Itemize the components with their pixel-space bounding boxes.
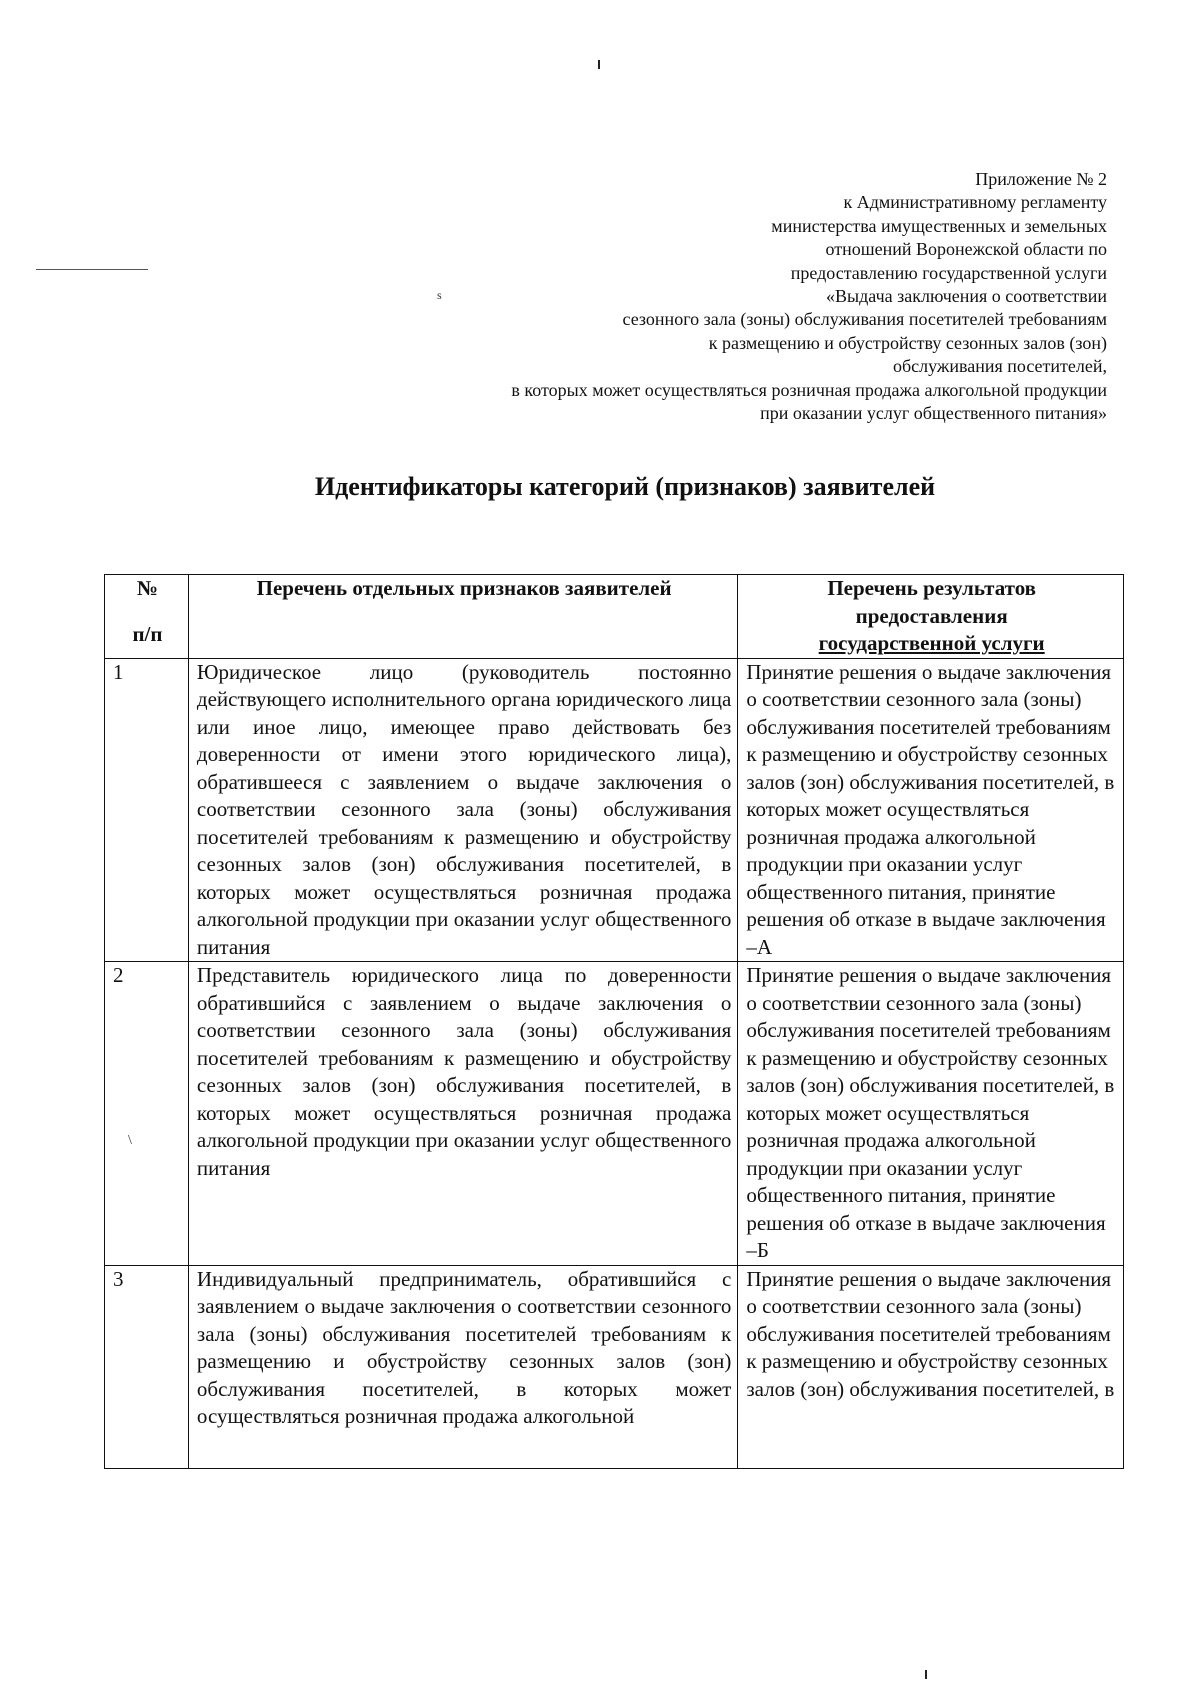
appendix-line: в которых может осуществляться розничная продажа алкогольной продукции (511, 379, 1107, 400)
header-signs: Перечень отдельных признаков заявителей (188, 575, 737, 659)
appendix-line: к размещению и обустройству сезонных залов (зон) (708, 332, 1107, 353)
scan-letter-mark: s (437, 288, 442, 302)
appendix-line: сезонного зала (зоны) обслуживания посетителей требованиям (622, 309, 1107, 330)
appendix-header (511, 168, 1107, 425)
header-results-line: государственной услуги (818, 631, 1045, 655)
header-number-symbol: № (136, 576, 159, 600)
row-number: 1 (105, 658, 189, 962)
appendix-line: отношений Воронежской области по (825, 239, 1107, 260)
appendix-line: «Выдача заключения о соответствии (826, 286, 1107, 307)
appendix-line: обслуживания посетителей, (893, 356, 1107, 377)
table-row (105, 658, 1124, 962)
applicant-criteria-table (104, 574, 1124, 1469)
header-number-label: п/п (132, 621, 163, 646)
row-service-result: Принятие решения о выдаче заключения о соответствии сезонного зала (зоны) обслуживания посетителей требованиям к размещению и обустройству сезонных залов (зон) обслуживания посетителей, в которых может осуществляться розничная продажа алкогольной продукции при оказании услуг общественного питания, принятие решения об отказе в выдаче заключения –Б (738, 962, 1124, 1266)
row-applicant-sign: Индивидуальный предприниматель, обратившийся с заявлением о выдаче заключения о соответствии сезонного зала (зоны) обслуживания посетителей требованиям к размещению и обустройству сезонных залов (зон) обслуживания посетителей, в которых может осуществляться розничная продажа алкогольной (188, 1265, 737, 1468)
header-results (738, 575, 1124, 659)
page-title: Идентификаторы категорий (признаков) заявителей (314, 472, 936, 501)
appendix-line: при оказании услуг общественного питания» (760, 403, 1107, 424)
appendix-line: к Административному регламенту (843, 192, 1107, 213)
row-number (105, 962, 189, 1266)
row-service-result: Принятие решения о выдаче заключения о соответствии сезонного зала (зоны) обслуживания посетителей требованиям к размещению и обустройству сезонных залов (зон) обслуживания посетителей, в которых может осуществляться розничная продажа алкогольной продукции при оказании услуг общественного питания, принятие решения об отказе в выдаче заключения –А (738, 658, 1124, 962)
table-row (105, 1265, 1124, 1468)
row-service-result: Принятие решения о выдаче заключения о соответствии сезонного зала (зоны) обслуживания посетителей требованиям к размещению и обустройству сезонных залов (зон) обслуживания посетителей, в (738, 1265, 1124, 1468)
scan-tick-mark: \ (128, 1133, 132, 1148)
appendix-line: Приложение № 2 (975, 169, 1107, 189)
table-header-row (105, 575, 1124, 659)
table-row (105, 962, 1124, 1266)
row-applicant-sign: Представитель юридического лица по доверенности обратившийся с заявлением о выдаче заключения о соответствии сезонного зала (зоны) обслуживания посетителей требованиям к размещению и обустройству сезонных залов (зон) обслуживания посетителей, в которых может осуществляться розничная продажа алкогольной продукции при оказании услуг общественного питания (188, 962, 737, 1266)
header-number (105, 575, 189, 659)
scan-mark-top (598, 60, 600, 69)
appendix-line: предоставлению государственной услуги (790, 262, 1107, 283)
appendix-line: министерства имущественных и земельных (771, 215, 1107, 236)
row-applicant-sign: Юридическое лицо (руководитель постоянно действующего исполнительного органа юридического лица или иное лицо, имеющее право действовать без доверенности от имени этого юридического лица), обратившееся с заявлением о выдаче заключения о соответствии сезонного зала (зоны) обслуживания посетителей требованиям к размещению и обустройству сезонных залов (зон) обслуживания посетителей, в которых может осуществляться розничная продажа алкогольной продукции при оказании услуг общественного питания (188, 658, 737, 962)
row-number: 3 (105, 1265, 189, 1468)
header-results-line: предоставления (855, 603, 1008, 628)
row-number-value: 2 (113, 963, 124, 987)
scan-dash-left (36, 269, 148, 270)
scan-mark-bottom (925, 1670, 927, 1679)
header-results-line: Перечень результатов (827, 576, 1037, 600)
